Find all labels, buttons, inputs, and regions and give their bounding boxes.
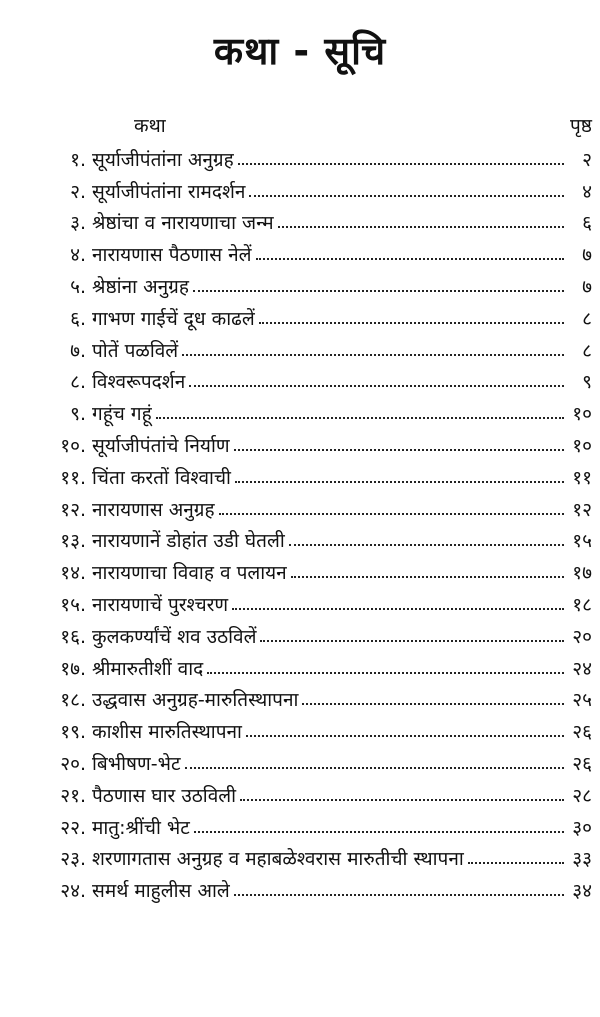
dot-leader [207, 672, 564, 674]
toc-row [0, 843, 600, 875]
toc-row [0, 207, 600, 239]
toc-page: ३३ [572, 848, 592, 871]
toc-page: ३४ [572, 880, 592, 903]
toc-title: मातु:श्रींची भेट [92, 816, 190, 839]
toc-title: सूर्याजीपंतांना अनुग्रह [92, 148, 234, 171]
dot-leader [182, 354, 564, 356]
toc-row [0, 175, 600, 207]
toc-page: २० [572, 625, 592, 648]
toc-page: ११ [572, 466, 592, 489]
dot-leader [185, 767, 564, 769]
toc-title: श्रीमारुतीशीं वाद [92, 657, 204, 680]
dot-leader [193, 290, 564, 292]
toc-row [0, 238, 600, 270]
toc-number: १. [70, 148, 86, 171]
toc-title: श्रेष्ठांना अनुग्रह [92, 276, 189, 299]
toc-row [0, 525, 600, 557]
toc-title: नारायणास अनुग्रह [92, 498, 215, 521]
toc-list [0, 143, 600, 906]
toc-title: नारायणास पैठणास नेलें [92, 244, 252, 267]
toc-row [0, 620, 600, 652]
dot-leader [219, 513, 564, 515]
dot-leader [156, 417, 564, 419]
toc-page: १५ [572, 530, 592, 553]
toc-row [0, 397, 600, 429]
toc-number: ६. [70, 307, 86, 330]
dot-leader [194, 831, 564, 833]
toc-page: ७ [582, 244, 592, 267]
toc-page: १२ [572, 498, 592, 521]
toc-title: समर्थ माहुलीस आले [92, 880, 230, 903]
toc-page: २५ [572, 689, 592, 712]
dot-leader [189, 385, 564, 387]
toc-page: १८ [572, 594, 592, 617]
toc-number: १०. [60, 435, 86, 458]
dot-leader [289, 544, 564, 546]
toc-number: २४. [60, 880, 86, 903]
toc-number: ११. [60, 466, 86, 489]
toc-number: २०. [60, 753, 86, 776]
dot-leader [234, 894, 564, 896]
dot-leader [468, 862, 564, 864]
toc-row [0, 143, 600, 175]
toc-title: सूर्याजीपंतांना रामदर्शन [92, 180, 246, 203]
dot-leader [260, 640, 564, 642]
toc-number: १३. [60, 530, 86, 553]
toc-number: ९. [70, 403, 86, 426]
toc-number: ३. [70, 212, 86, 235]
toc-row [0, 715, 600, 747]
dot-leader [278, 226, 564, 228]
toc-number: १६. [60, 625, 86, 648]
dot-leader [246, 735, 564, 737]
toc-title: विश्वरूपदर्शन [92, 371, 186, 394]
toc-title: उद्धवास अनुग्रह-मारुतिस्थापना [92, 689, 299, 712]
toc-title: नारायणाचें पुरश्चरण [92, 594, 229, 617]
toc-title: गाभण गाईचें दूध काढलें [92, 307, 255, 330]
column-header-page: पृष्ठ [570, 115, 592, 137]
toc-page: २४ [572, 657, 592, 680]
toc-number: १८. [60, 689, 86, 712]
toc-page: ४ [582, 180, 592, 203]
toc-number: १९. [60, 721, 86, 744]
dot-leader [249, 195, 564, 197]
toc-number: १७. [60, 657, 86, 680]
toc-page: ३० [572, 816, 592, 839]
toc-number: ७. [70, 339, 86, 362]
dot-leader [240, 799, 564, 801]
toc-title: चिंता करतों विश्वाची [92, 466, 231, 489]
toc-title: नारायणाचा विवाह व पलायन [92, 562, 287, 585]
toc-row [0, 429, 600, 461]
page-title: कथा - सूचि [213, 29, 387, 73]
toc-row [0, 588, 600, 620]
toc-row [0, 366, 600, 398]
toc-number: २. [70, 180, 86, 203]
toc-title: कुलकर्ण्यांचें शव उठविलें [92, 625, 257, 648]
toc-row [0, 779, 600, 811]
toc-page: २ [582, 148, 592, 171]
toc-page: ६ [582, 212, 592, 235]
toc-row [0, 684, 600, 716]
toc-row [0, 874, 600, 906]
toc-title: पैठणास घार उठविली [92, 784, 237, 807]
toc-number: १४. [60, 562, 86, 585]
toc-number: १२. [60, 498, 86, 521]
toc-number: ५. [70, 276, 86, 299]
toc-title: पोतें पळविलें [92, 339, 179, 362]
dot-leader [259, 322, 564, 324]
toc-title: काशीस मारुतिस्थापना [92, 721, 242, 744]
toc-title: गहूंच गहूं [92, 403, 152, 426]
toc-title: नारायणानें डोहांत उडी घेतली [92, 530, 285, 553]
toc-page: ८ [582, 307, 592, 330]
toc-page: ९ [582, 371, 592, 394]
toc-row [0, 811, 600, 843]
dot-leader [302, 703, 564, 705]
toc-row [0, 493, 600, 525]
toc-page: १७ [572, 562, 592, 585]
toc-page: १० [572, 403, 592, 426]
toc-row [0, 652, 600, 684]
toc-title: श्रेष्ठांचा व नारायणाचा जन्म [92, 212, 274, 235]
toc-page: ७ [582, 276, 592, 299]
toc-row [0, 302, 600, 334]
dot-leader [238, 163, 564, 165]
column-header-story: कथा [134, 115, 166, 137]
toc-number: २१. [60, 784, 86, 807]
toc-page: २६ [572, 753, 592, 776]
toc-title: बिभीषण-भेट [92, 753, 181, 776]
toc-page: ८ [582, 339, 592, 362]
toc-page: २८ [572, 784, 592, 807]
toc-title: शरणागतास अनुग्रह व महाबळेश्वरास मारुतीची स्थापना [92, 848, 464, 871]
dot-leader [291, 576, 564, 578]
toc-title: सूर्याजीपंतांचे निर्याण [92, 435, 230, 458]
toc-row [0, 270, 600, 302]
toc-row [0, 334, 600, 366]
toc-page: १० [572, 435, 592, 458]
toc-number: १५. [60, 594, 86, 617]
toc-row [0, 461, 600, 493]
toc-number: २३. [60, 848, 86, 871]
toc-page: २६ [572, 721, 592, 744]
dot-leader [234, 449, 564, 451]
toc-number: ४. [70, 244, 86, 267]
toc-number: २२. [60, 816, 86, 839]
toc-row [0, 556, 600, 588]
toc-row [0, 747, 600, 779]
dot-leader [232, 608, 564, 610]
toc-number: ८. [70, 371, 86, 394]
dot-leader [235, 481, 564, 483]
dot-leader [256, 258, 564, 260]
